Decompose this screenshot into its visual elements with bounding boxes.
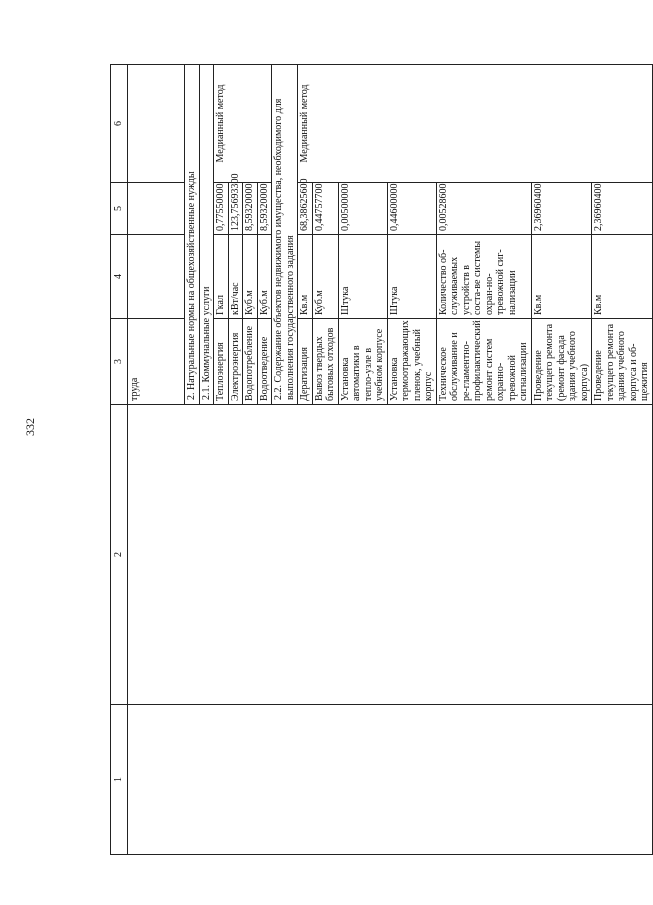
item-name: Теплоэнергия [214, 319, 229, 405]
table-cell [128, 235, 185, 319]
table-cell-col1 [128, 705, 653, 855]
item-name: Проведение текущего ремонта здания учебного корпуса и об-щежития [592, 319, 653, 405]
item-name: Вывоз твердых бытовых отходов [312, 319, 338, 405]
item-name: Установка термоотражающих пленок, учебный корпус [387, 319, 436, 405]
column-number: 5 [111, 183, 128, 235]
item-unit: Гкал [214, 235, 229, 319]
section-heading: 2. Натуральные нормы на общехозяйственные нужды [185, 65, 200, 405]
subsection-heading: 2.2. Содержание объектов недвижимого имущества, необходимого для выполнения государственного задания [272, 65, 298, 405]
column-number: 3 [111, 319, 128, 405]
item-value: 2,36960400 [531, 183, 592, 235]
norms-table [110, 64, 653, 855]
item-name: Водоотведение [257, 319, 272, 405]
item-value: 0,00528600 [436, 183, 531, 235]
method-cell: Медианный метод [214, 65, 272, 183]
item-value: 0,44757700 [312, 183, 338, 235]
item-unit: кВт/час [228, 235, 243, 319]
item-unit: Кв.м [592, 235, 653, 319]
item-value: 123,75693300 [228, 183, 243, 235]
method-cell: Медианный метод [298, 65, 653, 183]
item-name: Водопотребление [243, 319, 258, 405]
table-cell-col2 [128, 405, 653, 705]
table-row [128, 65, 185, 855]
page-number: 332 [23, 418, 37, 436]
column-number-row [111, 65, 128, 855]
item-value: 0,77550000 [214, 183, 229, 235]
column-number: 1 [111, 705, 128, 855]
item-unit: Куб.м [243, 235, 258, 319]
item-unit: Штука [338, 235, 387, 319]
column-number: 6 [111, 65, 128, 183]
item-unit: Кв.м [298, 235, 313, 319]
item-value: 8,59320000 [257, 183, 272, 235]
table-cell [128, 65, 185, 183]
subsection-heading: 2.1. Коммунальные услуги [199, 65, 214, 405]
item-value: 68,38625600 [298, 183, 313, 235]
item-unit: Куб.м [257, 235, 272, 319]
item-name: Проведение текущего ремонта (ремонт фасада здания учебного корпуса) [531, 319, 592, 405]
item-unit: Кв.м [531, 235, 592, 319]
item-name: Установка автоматики в тепло-узле в учебном корпусе [338, 319, 387, 405]
table-cell: труда [128, 319, 185, 405]
item-name: Техническое обслуживание и ре-гламентно-профилактический ремонт систем охранно-тревожной сигнализации [436, 319, 531, 405]
column-number: 4 [111, 235, 128, 319]
table-cell [128, 183, 185, 235]
column-number: 2 [111, 405, 128, 705]
item-unit: Штука [387, 235, 436, 319]
item-value: 0,44600000 [387, 183, 436, 235]
item-name: Дератизация [298, 319, 313, 405]
item-value: 0,00500000 [338, 183, 387, 235]
item-unit: Количество об-служиваемых устройств в соста-ве системы охран-но-тревожной сиг-нализации [436, 235, 531, 319]
item-unit: Куб.м [312, 235, 338, 319]
item-value: 2,36960400 [592, 183, 653, 235]
item-name: Электроэнергия [228, 319, 243, 405]
rotated-table-container [110, 65, 650, 855]
item-value: 8,59320000 [243, 183, 258, 235]
